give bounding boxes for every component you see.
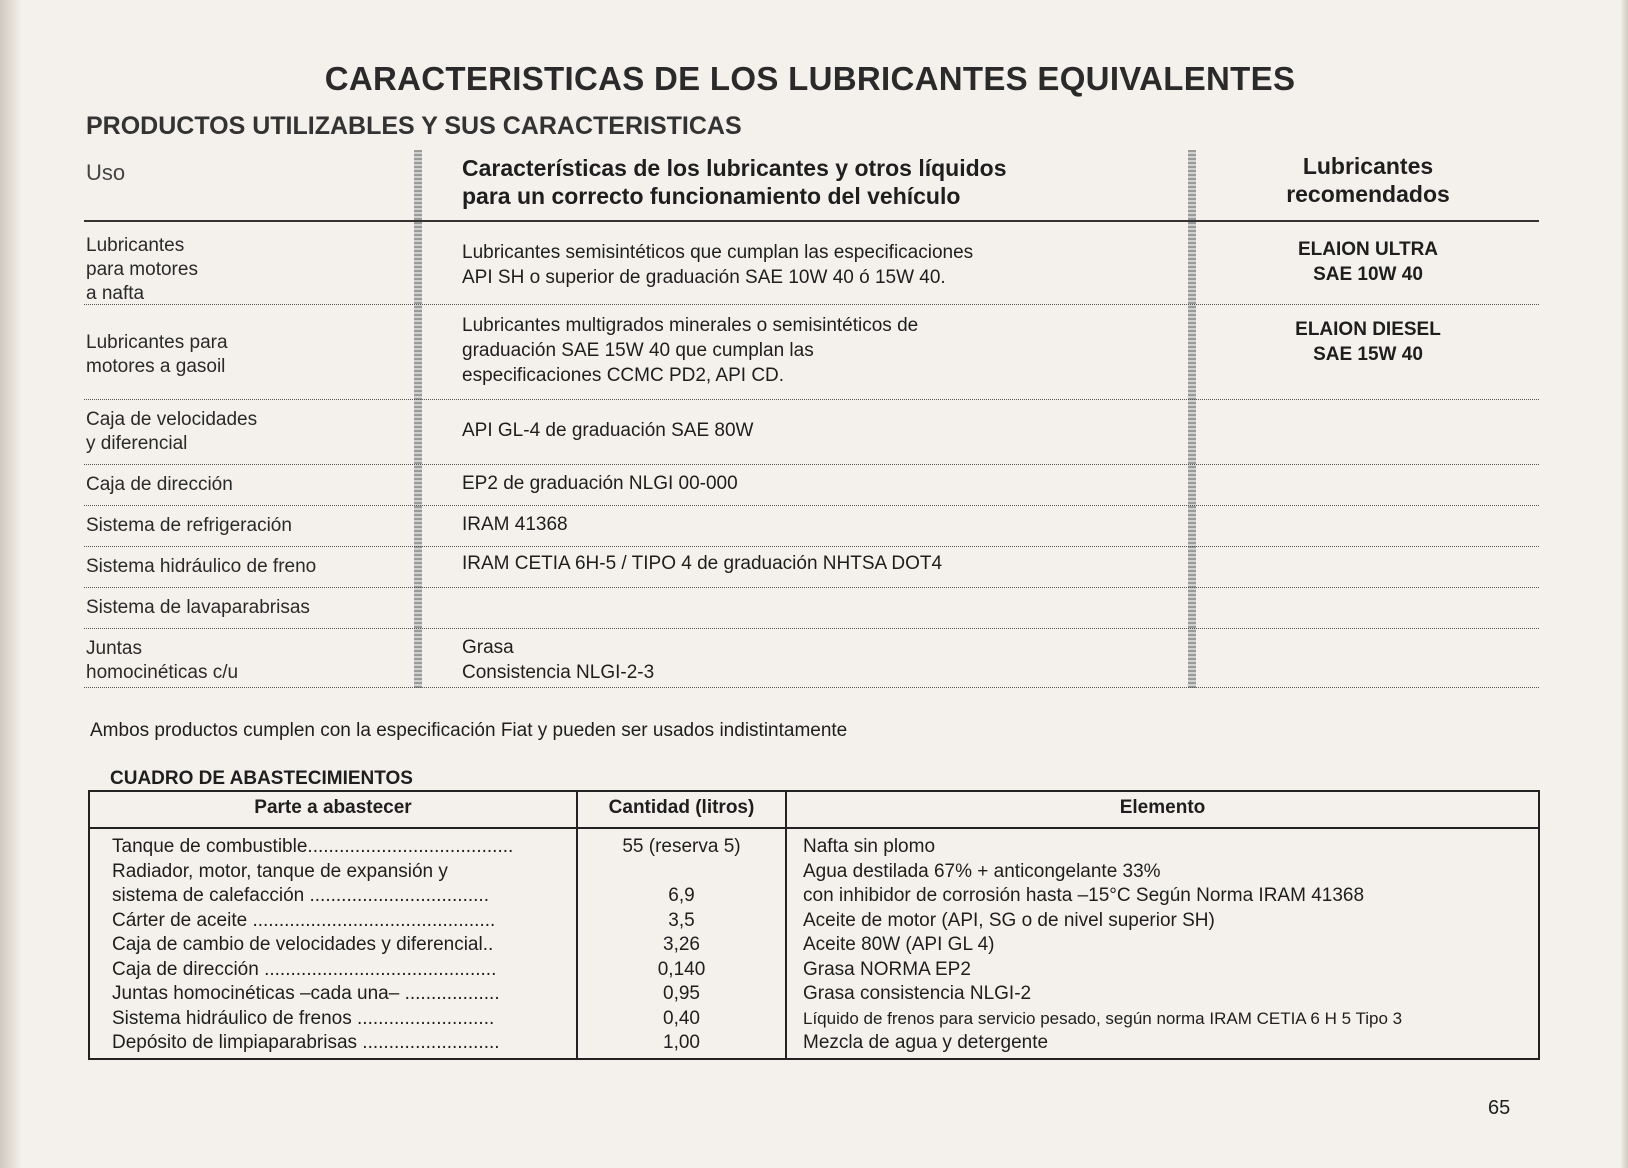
cell-cantidad: 6,9 [668,885,695,906]
column-body [90,829,576,1056]
cell-parte: Caja de dirección ............................................ [112,958,497,980]
column-body [578,829,785,1056]
page-title: CARACTERISTICAS DE LOS LUBRICANTES EQUIVALENTES [324,60,1296,97]
cell-elemento: Agua destilada 67% + anticongelante 33% [803,860,1161,882]
text-line: IRAM 41368 [462,514,568,535]
cell-uso [86,514,292,538]
header-line: Lubricantes [1302,153,1434,179]
cell-cantidad: 3,5 [668,909,695,931]
table-row [84,588,1539,629]
header-caracteristicas [462,154,1007,210]
table-row [84,305,1539,400]
cell-caracteristicas [462,551,942,576]
text-line: SAE 10W 40 [1313,264,1423,285]
cell-elemento: Líquido de frenos para servicio pesado, según norma IRAM CETIA 6 H 5 Tipo 3 [803,1008,1403,1028]
header-uso: Uso [86,160,126,185]
table-row [84,547,1539,588]
text-line: Lubricantes multigrados minerales o semisintéticos de [462,315,919,336]
table-row [84,400,1539,465]
cell-recomendados [1249,317,1487,367]
cell-caracteristicas [462,418,754,443]
text-line: Sistema de lavaparabrisas [86,597,310,618]
text-line: Lubricantes para [86,332,228,353]
text-line: a nafta [86,283,145,304]
table-row [84,629,1539,688]
cell-elemento: con inhibidor de corrosión hasta –15°C Según Norma IRAM 41368 [803,885,1365,906]
page-number: 65 [1488,1097,1511,1119]
cell-parte: Radiador, motor, tanque de expansión y [112,860,448,882]
page-binding-shadow [0,0,22,1168]
text-line: y diferencial [86,433,188,454]
text-line: Grasa [462,637,514,658]
text-line: ELAION ULTRA [1297,239,1439,260]
cell-parte: sistema de calefacción .................................. [112,885,489,906]
supply-table-title: CUADRO DE ABASTECIMIENTOS [110,768,413,789]
cell-cantidad [578,860,785,885]
column-cantidad [578,792,787,1058]
cell-cantidad: 0,140 [657,958,706,980]
cell-caracteristicas [462,240,973,290]
text-line: API SH o superior de graduación SAE 10W 40 ó 15W 40. [462,267,946,288]
cell-cantidad: 0,40 [663,1007,700,1029]
cell-parte: Sistema hidráulico de frenos .......................... [112,1007,495,1029]
cell-caracteristicas [462,471,738,496]
cell-elemento: Grasa consistencia NLGI-2 [803,983,1032,1004]
cell-caracteristicas [462,635,654,685]
header-elemento: Elemento [787,792,1538,829]
text-line: homocinéticas c/u [86,662,239,683]
page-edge-shadow [1620,0,1628,1168]
text-line: Sistema de refrigeración [86,515,292,536]
text-line: EP2 de graduación NLGI 00-000 [462,473,738,494]
cell-uso [86,331,228,379]
note-text: Ambos productos cumplen con la especificación Fiat y pueden ser usados indistintamente [90,720,848,741]
cell-uso [86,473,233,497]
text-line: API GL-4 de graduación SAE 80W [462,420,754,441]
text-line: Caja de velocidades [86,409,258,430]
text-line: Lubricantes [86,235,185,256]
lubricants-table-header [84,150,1539,222]
cell-recomendados [1249,237,1487,287]
cell-cantidad: 0,95 [663,983,700,1004]
text-line: motores a gasoil [86,356,226,377]
text-line: ELAION DIESEL [1295,319,1441,340]
cell-uso [86,234,198,306]
cell-parte: Caja de cambio de velocidades y diferencial.. [112,934,494,955]
cell-parte: Depósito de limpiaparabrisas .......................... [112,1032,500,1053]
column-parte [90,792,578,1058]
cell-elemento: Aceite 80W (API GL 4) [803,934,995,955]
header-line: para un correcto funcionamiento del vehículo [462,183,961,209]
cell-caracteristicas [462,512,568,537]
text-line: Consistencia NLGI-2-3 [462,662,655,683]
text-line: IRAM CETIA 6H-5 / TIPO 4 de graduación NHTSA DOT4 [462,553,943,574]
cell-cantidad: 1,00 [663,1032,700,1053]
text-line: Caja de dirección [86,474,233,495]
cell-parte: Tanque de combustible....................................... [112,836,514,857]
cell-caracteristicas [462,313,918,388]
text-line: Lubricantes semisintéticos que cumplan las especificaciones [462,242,974,263]
column-body [787,829,1538,1056]
text-line: Juntas [86,638,142,659]
text-line: Sistema hidráulico de freno [86,556,317,577]
header-line: recomendados [1286,181,1450,207]
cell-elemento: Aceite de motor (API, SG o de nivel superior SH) [803,909,1215,931]
header-parte: Parte a abastecer [90,792,576,829]
text-line: especificaciones CCMC PD2, API CD. [462,365,785,386]
header-recomendados [1249,152,1487,208]
cell-elemento: Grasa NORMA EP2 [803,958,971,980]
cell-uso [86,637,238,685]
lubricants-table [84,150,1539,688]
supply-table [88,790,1540,1060]
table-row [84,222,1539,305]
header-line: Características de los lubricantes y otros líquidos [462,155,1007,181]
cell-parte: Cárter de aceite .............................................. [112,909,496,931]
text-line: para motores [86,259,198,280]
column-elemento [787,792,1538,1058]
cell-uso [86,555,316,579]
section-subtitle: PRODUCTOS UTILIZABLES Y SUS CARACTERISTICAS [86,112,742,140]
text-line: graduación SAE 15W 40 que cumplan las [462,340,814,361]
header-cantidad: Cantidad (litros) [578,792,785,829]
cell-cantidad: 3,26 [663,934,700,955]
cell-uso [86,596,310,620]
cell-cantidad: 55 (reserva 5) [622,836,741,857]
table-row [84,465,1539,506]
table-row [84,506,1539,547]
text-line: SAE 15W 40 [1313,344,1423,365]
cell-uso [86,408,257,456]
cell-parte: Juntas homocinéticas –cada una– .................. [112,983,500,1004]
cell-elemento: Mezcla de agua y detergente [803,1032,1049,1053]
cell-elemento: Nafta sin plomo [803,836,936,857]
